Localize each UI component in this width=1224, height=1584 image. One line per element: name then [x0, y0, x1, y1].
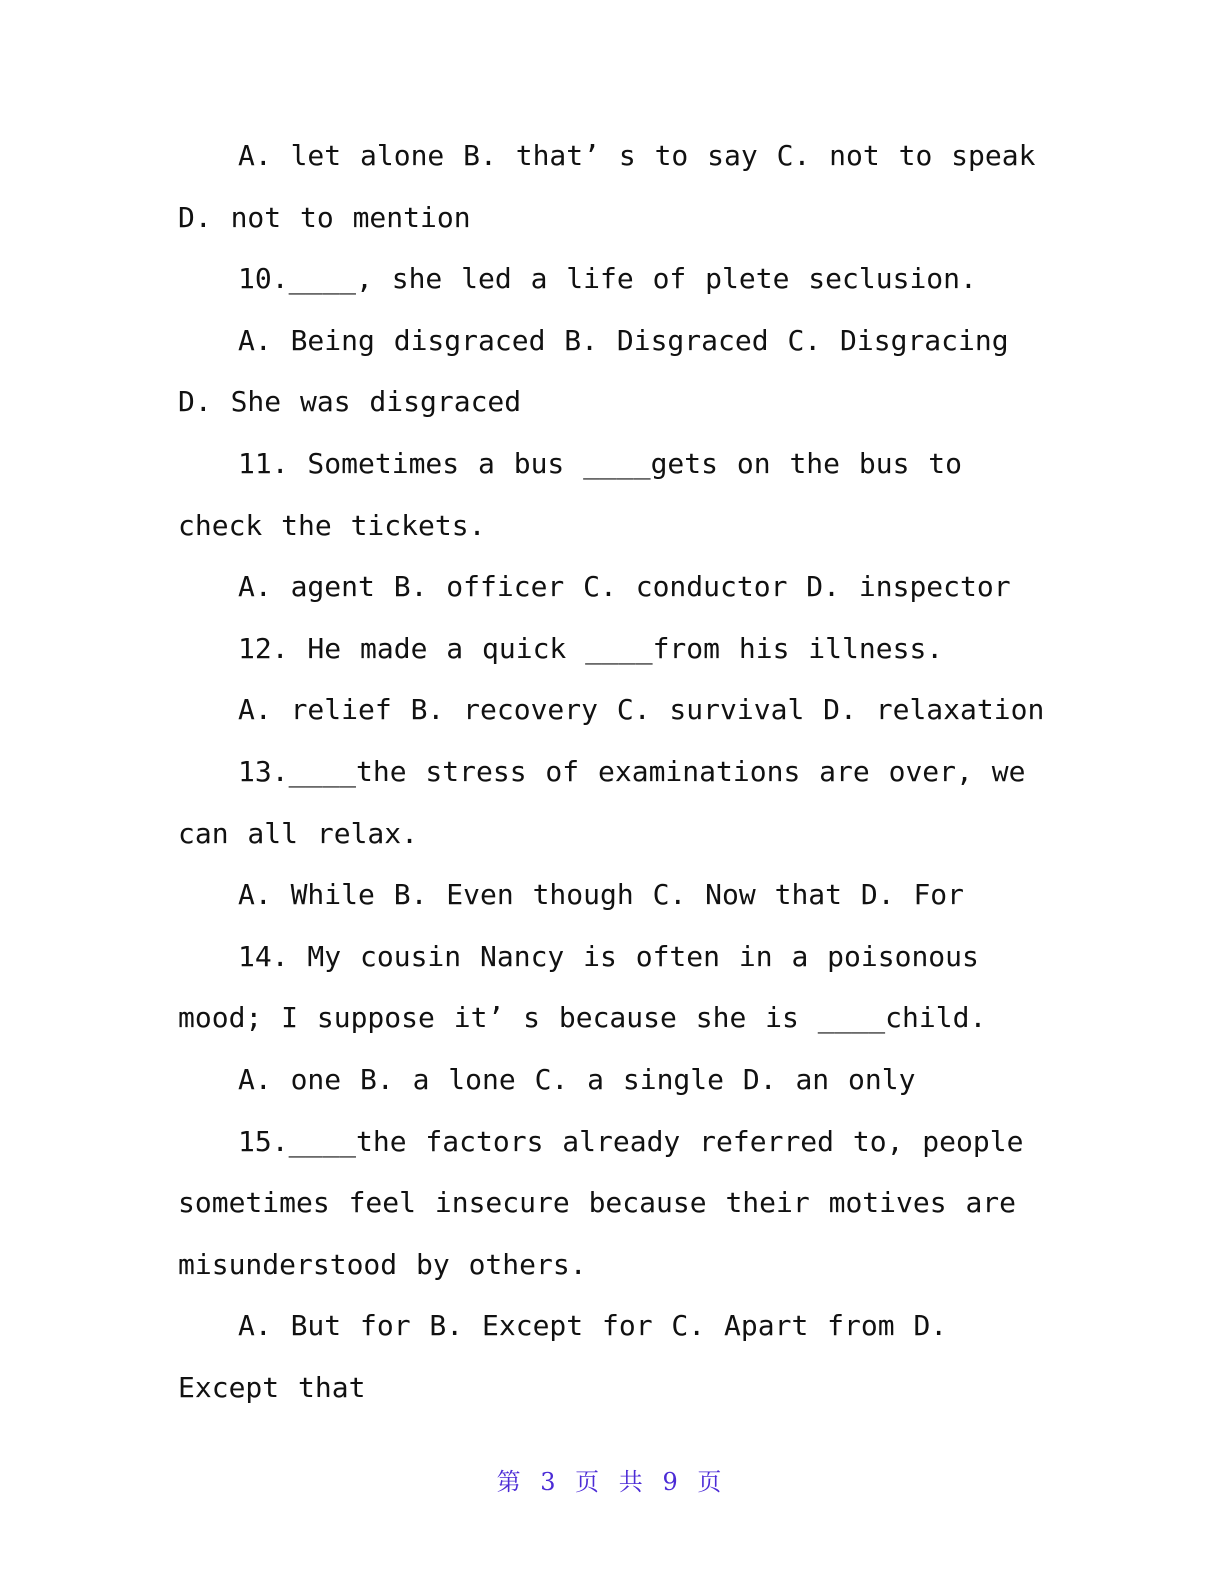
- document-body: [178, 125, 1048, 1418]
- question-10: 10.____, she led a life of plete seclusion.: [238, 262, 977, 296]
- question-15: 15.____the factors already referred to, people sometimes feel insecure because their motives are misunderstood by others.: [178, 1124, 1024, 1281]
- answer-options-10: A. Being disgraced B. Disgraced C. Disgracing D. She was disgraced: [178, 323, 1009, 419]
- answer-options-15: A. But for B. Except for C. Apart from D. Except that: [178, 1309, 948, 1404]
- question-13: 13.____the stress of examinations are over, we can all relax.: [178, 754, 1026, 850]
- question-11: 11. Sometimes a bus ____gets on the bus to check the tickets.: [178, 446, 963, 542]
- answer-options-14: A. one B. a lone C. a single D. an only: [238, 1062, 916, 1096]
- page-number-footer: 第 3 页 共 9 页: [496, 1468, 728, 1496]
- answer-options-9: A. let alone B. that’ s to say C. not to speak D. not to mention: [178, 139, 1036, 234]
- answer-options-11: A. agent B. officer C. conductor D. inspector: [238, 570, 1011, 604]
- answer-options-12: A. relief B. recovery C. survival D. relaxation: [238, 693, 1045, 727]
- answer-options-13: A. While B. Even though C. Now that D. For: [238, 878, 965, 912]
- question-12: 12. He made a quick ____from his illness.: [238, 631, 944, 665]
- question-14: 14. My cousin Nancy is often in a poisonous mood; I suppose it’ s because she is ____child.: [178, 939, 987, 1035]
